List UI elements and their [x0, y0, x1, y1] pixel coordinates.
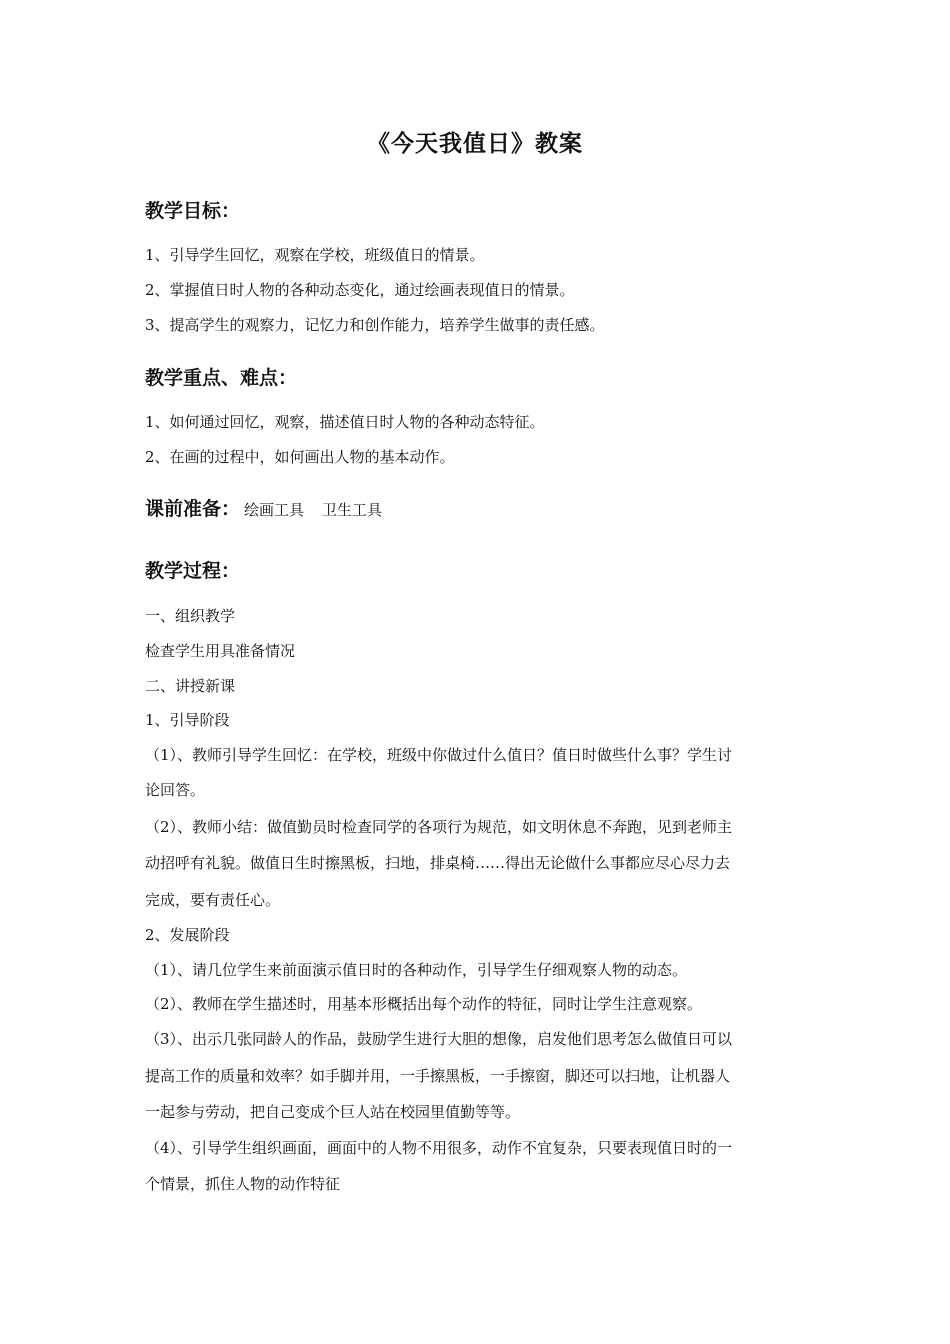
process-line: （1）、教师引导学生回忆：在学校，班级中你做过什么值日？值日时做些什么事？学生讨: [145, 746, 733, 764]
process-line: 提高工作的质量和效率？如手脚并用，一手擦黑板，一手擦窗，脚还可以扫地，让机器人: [145, 1067, 731, 1085]
process-line: 一起参与劳动，把自己变成个巨人站在校园里值勤等等。: [145, 1103, 521, 1121]
process-line: 个情景，抓住人物的动作特征: [145, 1175, 341, 1193]
process-line: （2）、教师小结：做值勤员时检查同学的各项行为规范，如文明休息不奔跑，见到老师主: [145, 818, 733, 836]
process-line: 二、讲授新课: [145, 677, 236, 695]
process-line: 2、发展阶段: [145, 926, 230, 944]
key-point-item: 2、在画的过程中，如何画出人物的基本动作。: [145, 448, 455, 466]
process-heading: 教学过程：: [145, 560, 241, 582]
process-line: 一、组织教学: [145, 607, 236, 625]
process-line: （3）、出示几张同龄人的作品，鼓励学生进行大胆的想像，启发他们思考怎么做值日可以: [145, 1030, 733, 1048]
process-line: 检查学生用具准备情况: [145, 642, 296, 660]
process-line: 完成，要有责任心。: [145, 891, 281, 909]
objective-item: 3、提高学生的观察力，记忆力和创作能力，培养学生做事的责任感。: [145, 316, 605, 334]
preparation-tool: 绘画工具: [244, 501, 305, 519]
preparation-heading-label: 课前准备：: [145, 498, 241, 520]
objective-item: 2、掌握值日时人物的各种动态变化，通过绘画表现值日的情景。: [145, 281, 575, 299]
process-line: 论回答。: [145, 781, 206, 799]
process-line: （1）、请几位学生来前面演示值日时的各种动作，引导学生仔细观察人物的动态。: [145, 961, 688, 979]
process-line: （2）、教师在学生描述时，用基本形概括出每个动作的特征，同时让学生注意观察。: [145, 995, 703, 1013]
process-line: （4）、引导学生组织画面，画面中的人物不用很多，动作不宜复杂，只要表现值日时的一: [145, 1139, 733, 1157]
key-points-heading: 教学重点、难点：: [145, 367, 298, 389]
objectives-heading: 教学目标：: [145, 200, 241, 222]
document-title: 《今天我值日》教案: [367, 130, 583, 157]
process-line: 动招呼有礼貌。做值日生时擦黑板，扫地，排桌椅……得出无论做什么事都应尽心尽力去: [145, 854, 731, 872]
preparation-tool: 卫生工具: [322, 501, 383, 519]
process-line: 1、引导阶段: [145, 711, 230, 729]
key-point-item: 1、如何通过回忆，观察，描述值日时人物的各种动态特征。: [145, 413, 545, 431]
preparation-heading: [145, 494, 382, 521]
objective-item: 1、引导学生回忆，观察在学校，班级值日的情景。: [145, 246, 485, 264]
